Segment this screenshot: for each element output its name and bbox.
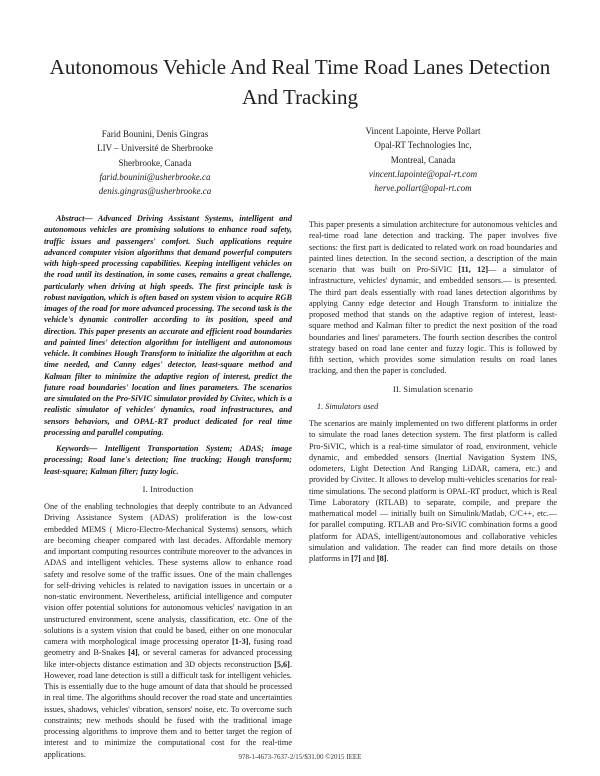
author-affiliation: Opal-RT Technologies Inc, — [374, 140, 472, 151]
text-run: This paper presents a simulation architecture for autonomous vehicles and real-time road lane detection and tracking. The paper involves five sections: the first part is dedicated to related work on road boundaries and painted lines detection. In the second section, a description of the main scenario that was built on Pro-SiVIC — [309, 220, 557, 274]
citation: [1-3] — [231, 637, 249, 646]
citation: [4] — [128, 648, 138, 658]
paper-title: Autonomous Vehicle And Real Time Road Lanes Detection And Tracking — [49, 55, 551, 109]
text-run: and — [360, 554, 377, 563]
author-names: Vincent Lapointe, Herve Pollart — [365, 126, 481, 136]
intro-paragraph — [309, 219, 557, 377]
author-email[interactable]: vincent.lapointe@opal-rt.com — [368, 168, 478, 179]
simulation-paragraph — [309, 418, 557, 564]
author-location: Sherbrooke, Canada — [118, 157, 192, 168]
author-email[interactable]: denis.gingras@usherbrooke.ca — [98, 186, 212, 197]
text-run: One of the enabling technologies that deeply contribute to an Advanced Driving Assistance System (ADAS) proliferation is the low-cost embedded MEMS ( Micro-Electro-Mechanical Systems) sensors, which are becoming cheaper compared with last decades. Affordable memory and important computing resources contribute moreover to the advances in ADAS and intelligent vehicles. These systems allow to enhance road safety and resolve some of the traffic issues. One of the main challenges for self-driving vehicles is related to navigation issues in uncertain or a non-static environment. Nevertheless, artificial intelligence and computer vision offer potential solutions for autonomous vehicles' navigation in an unstructured environment, scene analysis, classification, etc. One of the solutions is a system vision that could be based, either on one monocular camera with morphological image processing operator — [44, 502, 292, 646]
citation: [11, 12] — [458, 265, 489, 274]
intro-paragraph — [44, 501, 292, 760]
author-email[interactable]: farid.bounini@usherbrooke.ca — [99, 171, 211, 182]
authors-left — [55, 127, 255, 198]
right-column — [309, 213, 557, 564]
citation: [7] — [351, 554, 361, 563]
text-run: . — [386, 554, 389, 563]
text-run: , fusing road geometry and B-Snakes — [44, 637, 292, 658]
section-heading-simulation: II. Simulation scenario — [393, 384, 473, 394]
citation: [8] — [376, 554, 387, 563]
citation: [5,6] — [274, 659, 290, 669]
text-run: — a simulator of infrastructure, vehicles' dynamic, and embedded sensors.— is presented. The third part deals essentially with road lanes detection algorithms by applying Canny edge detector and Hough Transform to initialize the proposed method that stands on the adaptive region of interest, least-square method and Kalman filter to predict the next position of the road boundaries and lines' parameters. The fourth section describes the control strategy based on road lane center and fuzzy logic. This is followed by fifth section, which provides some simulation results on road lanes tracking, and then the paper is concluded. — [309, 265, 558, 376]
abstract: Abstract— Advanced Driving Assistant Systems, intelligent and autonomous vehicles are promising solutions to enhance road safety, traffic issues and passengers' comfort. Such applications require advanced computer vision algorithms that demand powerful computers with high-speed processing capabilities. Keeping intelligent vehicles on the road until its destination, in some cases, remains a great challenge, particularly when driving at high speeds. The first principle task is robust navigation, which is often based on system vision to acquire RGB images of the road for more advanced processing. The second task is the vehicle's dynamic controller according to its position, speed and direction. This paper presents an accurate and efficient road boundaries and painted lines' detection algorithm for intelligent and autonomous vehicle. It combines Hough Transform to initialize the algorithm at each time needed, and Canny edges' detector, least-square method and Kalman filter to minimize the adaptive region of interest, predict the future road boundaries' location and lines parameters. The scenarios are simulated on the Pro-SiVIC simulator provided by Civitec, which is a realistic simulator of vehicles' dynamics, road infrastructures, and sensors behaviors, and OPAL-RT product dedicated for real time processing and parallel computing. — [44, 214, 292, 437]
copyright-footer: 978-1-4673-7637-2/15/$31.00 ©2015 IEEE — [238, 753, 362, 761]
author-affiliation: LIV – Université de Sherbrooke — [97, 143, 213, 154]
section-heading-introduction: I. Introduction — [142, 484, 194, 494]
authors-right — [323, 124, 523, 195]
author-names: Farid Bounini, Denis Gingras — [101, 129, 209, 139]
author-location: Montreal, Canada — [390, 154, 456, 165]
subsection-heading-simulators: 1. Simulators used — [317, 401, 379, 411]
keywords: Keywords— Intelligent Transportation System; ADAS; image processing; Road lane's detection; line tracking; Hough transform; least-square; Kalman filter; fuzzy logic. — [44, 444, 292, 476]
author-email[interactable]: herve.pollart@opal-rt.com — [374, 183, 472, 194]
left-column — [44, 213, 292, 760]
text-run: , or several cameras for advanced processing like inter-objects distance estimation and 3D objects reconstruction — [44, 648, 292, 669]
text-run: The scenarios are mainly implemented on two different platforms in order to simulate the road lanes detection system. The first platform is called Pro-SiVIC, which is a real-time simulator of road, environment, vehicle dynamic, and embedded sensors (Inertial Navigation System INS, odometers, Light Detection And Ranging LiDAR, camera, etc.) and provided by Civitec. It allows to develop multi-vehicles scenarios for real-time simulations. The second platform is OPAL-RT product, which is Real Time Laboratory (RTLAB) to separate, compile, and prepare the mathematical model — initially built on Simulink/Matlab, C/C++, etc.— for parallel computing. RTLAB and Pro-SiVIC combination forms a good platform for ADAS, intelligent/autonomous and collaborative vehicles simulation and validation. The reader can find more details on those platforms in — [309, 419, 557, 563]
text-run: . However, road lane detection is still a difficult task for intelligent vehicles. This is essentially due to the huge amount of data that should be processed in real time. The algorithms should recover the road state and uncertainties issues, shadows, vehicles' vibration, sensors' noise, etc. To overcome such constraints; new methods should be fused with the traditional image processing algorithms to improve them and to better target the region of interest and to minimize the computational cost for the real-time applications. — [44, 659, 292, 759]
